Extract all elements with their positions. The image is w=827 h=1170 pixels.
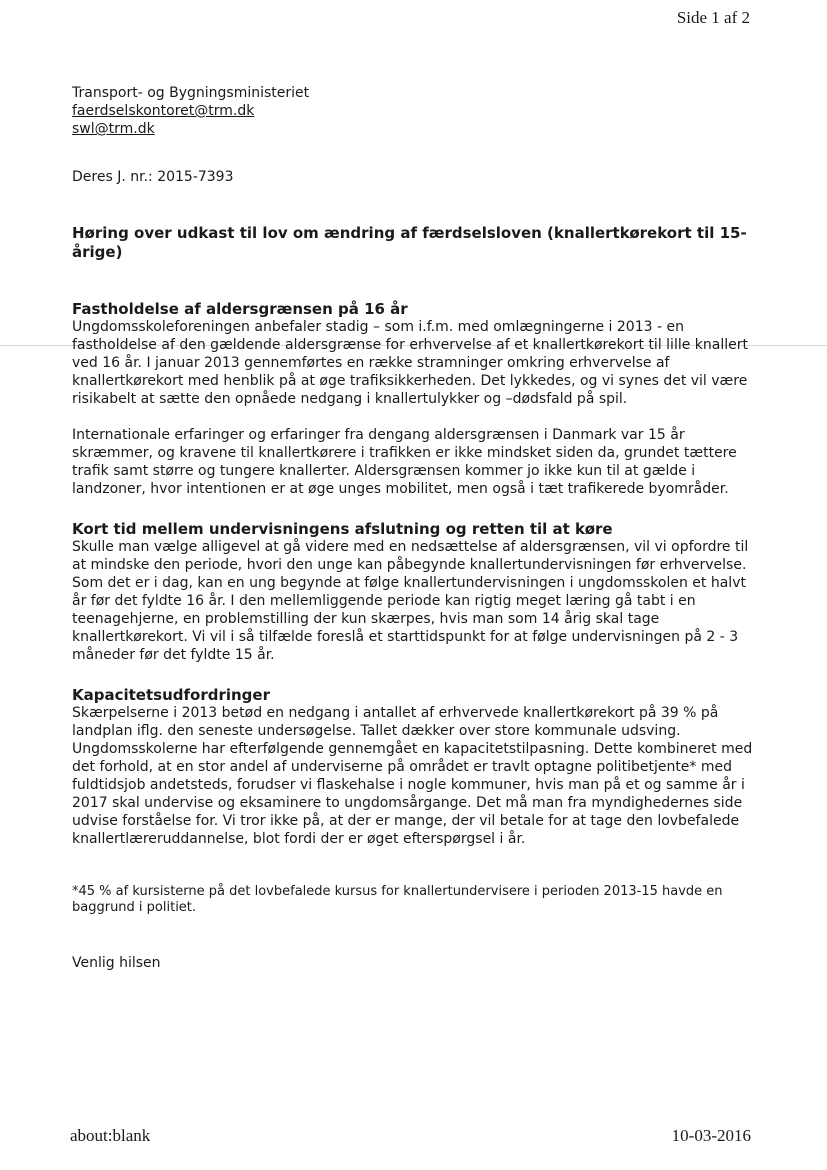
section-capacity	[72, 686, 762, 848]
recipient-email-link-2[interactable]: swl@trm.dk	[72, 121, 155, 137]
footer-date: 10-03-2016	[671, 1126, 751, 1145]
recipient-name: Transport- og Bygningsministeriet	[72, 85, 310, 101]
recipient-block	[72, 84, 762, 138]
paragraph: Internationale erfaringer og erfaringer fra dengang aldersgrænsen i Danmark var 15 år skræmmer, og kravene til knallertkørere i trafikken er ikke mindsket siden da, grundet tættere trafik samt større og tungere knallerter. Aldersgrænsen kommer jo ikke kun til at gælde i landzoner, hvor intentionen er at øge unges mobilitet, men også i tæt trafikerede byområder.	[72, 427, 737, 497]
reference-number: Deres J. nr.: 2015-7393	[72, 169, 234, 185]
closing-greeting: Venlig hilsen	[72, 955, 161, 971]
paragraph: Ungdomsskoleforeningen anbefaler stadig – som i.f.m. med omlægningerne i 2013 - en fastholdelse af den gældende aldersgrænse for erhvervelse af et knallertkørekort til lille knallert ved 16 år. I januar 2013 gennemførtes en række stramninger omkring erhvervelse af knallertkørekort med henblik på at øge trafiksikkerheden. Det lykkedes, og vi synes det vil være risikabelt at sætte den opnåede nedgang i knallertulykker og –dødsfald på spil.	[72, 319, 748, 407]
section-heading: Kort tid mellem undervisningens afslutning og retten til at køre	[72, 520, 613, 538]
page-number: Side 1 af 2	[676, 8, 750, 27]
letter-body	[72, 84, 762, 986]
section-heading: Kapacitetsudfordringer	[72, 686, 270, 704]
section-short-time	[72, 520, 762, 664]
paragraph: Skulle man vælge alligevel at gå videre med en nedsættelse af aldersgrænsen, vil vi opfordre til at mindske den periode, hvori den unge kan påbegynde knallertundervisningen før erhvervelse. Som det er i dag, kan en ung begynde at følge knallertundervisningen i ungdomsskolen et halvt år før det fyldte 16 år. I den mellemliggende periode kan rigtig meget læring gå tabt i en teenagehjerne, en problemstilling der kun skærpes, hvis man som 14 årig skal tage knallertkørekort. Vi vil i så tilfælde foreslå et starttidspunkt for at følge undervisningen på 2 - 3 måneder før det fyldte 15 år.	[72, 539, 749, 663]
recipient-email-link[interactable]: faerdselskontoret@trm.dk	[72, 103, 255, 119]
letter-title: Høring over udkast til lov om ændring af færdselsloven (knallertkørekort til 15-årige)	[72, 224, 747, 261]
section-age-limit	[72, 300, 762, 498]
footer-url: about:blank	[70, 1126, 151, 1145]
paragraph: Skærpelserne i 2013 betød en nedgang i antallet af erhvervede knallertkørekort på 39 % på landplan iflg. den seneste undersøgelse. Tallet dækker over store kommunale udsving. Ungdomsskolerne har efterfølgende gennemgået en kapacitetstilpasning. Dette kombineret med det forhold, at en stor andel af underviserne på området er travlt optagne politibetjente* med fuldtidsjob andetsteds, forudser vi flaskehalse i nogle kommuner, hvis man på et og samme år i 2017 skal undervise og eksaminere to ungdomsårgange. Det må man fra myndighedernes side udvise forståelse for. Vi tror ikke på, at der er mange, der vil betale for at tage den lovbefalede knallertlæreruddannelse, blot fordi der er øget efterspørgsel i år.	[72, 705, 753, 847]
footnote: *45 % af kursisterne på det lovbefalede kursus for knallertundervisere i perioden 2013-15 havde en baggrund i politiet.	[72, 884, 723, 915]
section-heading: Fastholdelse af aldersgrænsen på 16 år	[72, 300, 408, 318]
